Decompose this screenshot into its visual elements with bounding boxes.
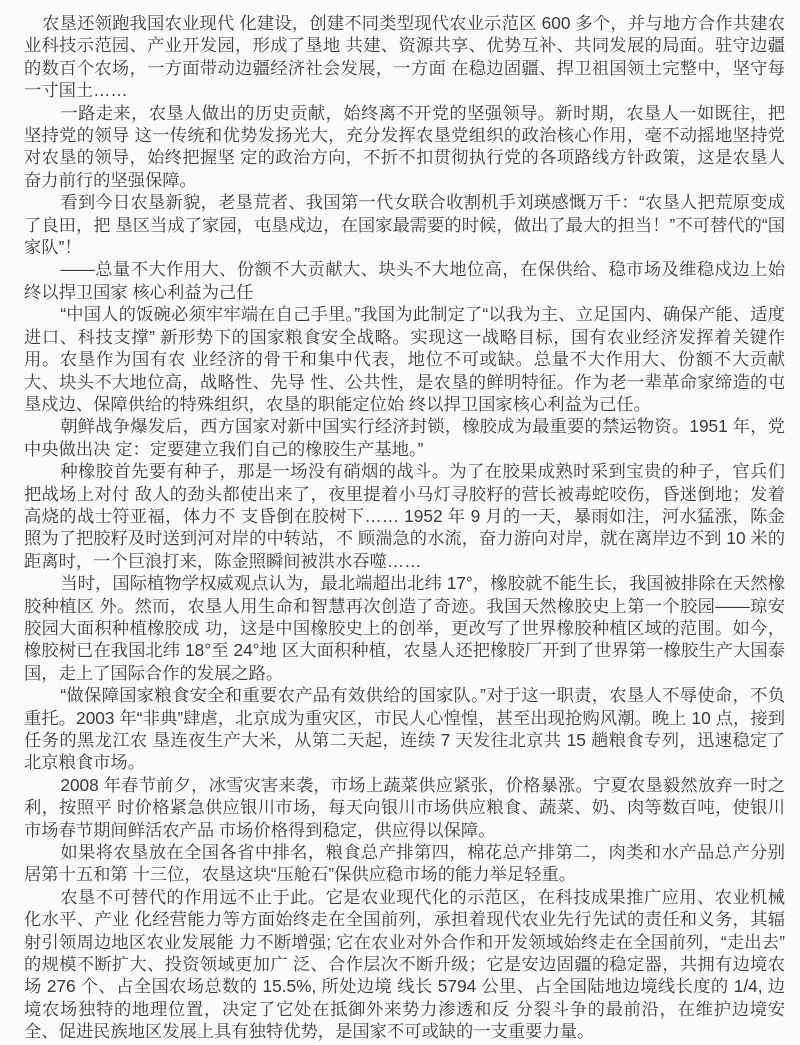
article-body	[24, 12, 785, 1043]
paragraph: 种橡胶首先要有种子，那是一场没有硝烟的战斗。为了在胶果成熟时采到宝贵的种子，官兵们把战场上对付 敌人的劲头都使出来了，夜里提着小马灯寻胶籽的营长被毒蛇咬伤，昏迷倒地；发着高烧的战士符亚福，体力不 支昏倒在胶树下…… 1952 年 9 月的一天，暴雨如注，河水猛涨，陈金照为了把胶籽及时送到河对岸的中转站，不 顾湍急的水流，奋力游向对岸，就在离岸边不到 10 米的距离时，一个巨浪打来，陈金照瞬间被洪水吞噬……	[24, 461, 785, 571]
paragraph: 2008 年春节前夕，冰雪灾害来袭，市场上蔬菜供应紧张，价格暴涨。宁夏农垦毅然放弃一时之利，按照平 时价格紧急供应银川市场，每天向银川市场供应粮食、蔬菜、奶、肉等数百吨，使银川市场春节期间鲜活农产品 市场价格得到稳定，供应得以保障。	[24, 774, 785, 840]
paragraph: 农垦还领跑我国农业现代 化建设，创建不同类型现代农业示范区 600 多个，并与地方合作共建农业科技示范园、产业开发园，形成了垦地 共建、资源共享、优势互补、共同发展的局面。驻守边疆的数百个农场，一方面带动边疆经济社会发展，一方面 在稳边固疆、捍卫祖国领土完整中，坚守每一寸国土……	[24, 13, 785, 101]
paragraph: 朝鲜战争爆发后，西方国家对新中国实行经济封锁，橡胶成为最重要的禁运物资。1951 年，党中央做出决 定：定要建立我们自己的橡胶生产基地。”	[24, 416, 785, 459]
paragraph: “做保障国家粮食安全和重要农产品有效供给的国家队。”对于这一职责，农垦人不辱使命，不负重托。2003 年“非典”肆虐，北京成为重灾区，市民人心惶惶，甚至出现抢购风潮。晚上 10 点，接到任务的黑龙江农 垦连夜生产大米，从第二天起，连续 7 天发往北京共 15 趟粮食专列，迅速稳定了北京粮食市场。	[24, 685, 785, 773]
paragraph: 如果将农垦放在全国各省中排名，粮食总产排第四，棉花总产排第二，肉类和水产品总产分别居第十五和第 十三位，农垦这块“压舱石”保供应稳市场的能力举足轻重。	[24, 842, 785, 885]
paragraph: “中国人的饭碗必须牢牢端在自己手里。”我国为此制定了“以我为主、立足国内、确保产能、适度进口、科技支撑” 新形势下的国家粮食安全战略。实现这一战略目标，国有农业经济发挥着关键作用。农垦作为国有农 业经济的骨干和集中代表，地位不可或缺。总量不大作用大、份额不大贡献大、块头不大地位高，战略性、先导 性、公共性，是农垦的鲜明特征。作为老一辈革命家缔造的屯垦戍边、保障供给的特殊组织，农垦的职能定位始 终以捍卫国家核心利益为己任。	[24, 304, 785, 414]
paragraph: 看到今日农垦新貌，老垦荒者、我国第一代女联合收割机手刘瑛感慨万千：“农垦人把荒原变成了良田，把 垦区当成了家园，屯垦戍边，在国家最需要的时候，做出了最大的担当！”不可替代的“国家队”！	[24, 192, 785, 258]
paragraph: 当时，国际植物学权威观点认为，最北端超出北纬 17°，橡胶就不能生长，我国被排除在天然橡胶种植区 外。然而，农垦人用生命和智慧再次创造了奇迹。我国天然橡胶史上第一个胶园——琼安胶园大面积种植橡胶成 功，这是中国橡胶史上的创举，更改写了世界橡胶种植区域的范围。如今，橡胶树已在我国北纬 18°至 24°地 区大面积种植，农垦人还把橡胶厂开到了世界第一橡胶生产大国泰国，走上了国际合作的发展之路。	[24, 573, 785, 683]
paragraph: 农垦不可替代的作用远不止于此。它是农业现代化的示范区，在科技成果推广应用、农业机械化水平、产业 化经营能力等方面始终走在全国前列，承担着现代农业先行先试的责任和义务，其辐射引领周边地区农业发展能 力不断增强; 它在农业对外合作和开发领域始终走在全国前列，“走出去”的规模不断扩大、投资领域更加广 泛、合作层次不断升级；它是安边固疆的稳定器，共拥有边境农场 276 个、占全国农场总数的 15.5%, 所处边境 线长 5794 公里、占全国陆地边境线长度的 1/4, 边境农场独特的地理位置，决定了它处在抵御外来势力渗透和反 分裂斗争的最前沿，在维护边境安全、促进民族地区发展上具有独特优势，是国家不可或缺的一支重要力量。	[24, 886, 785, 1042]
paragraph: 一路走来，农垦人做出的历史贡献，始终离不开党的坚强领导。新时期，农垦人一如既往，把坚持党的领导 这一传统和优势发扬光大，充分发挥农垦党组织的政治核心作用，毫不动摇地坚持党对农垦的领导，始终把握坚 定的政治方向，不折不扣贯彻执行党的各项路线方针政策，这是农垦人奋力前行的坚强保障。	[24, 102, 785, 190]
paragraph: ——总量不大作用大、份额不大贡献大、块头不大地位高，在保供给、稳市场及维稳戍边上始终以捍卫国家 核心利益为己任	[24, 259, 785, 302]
